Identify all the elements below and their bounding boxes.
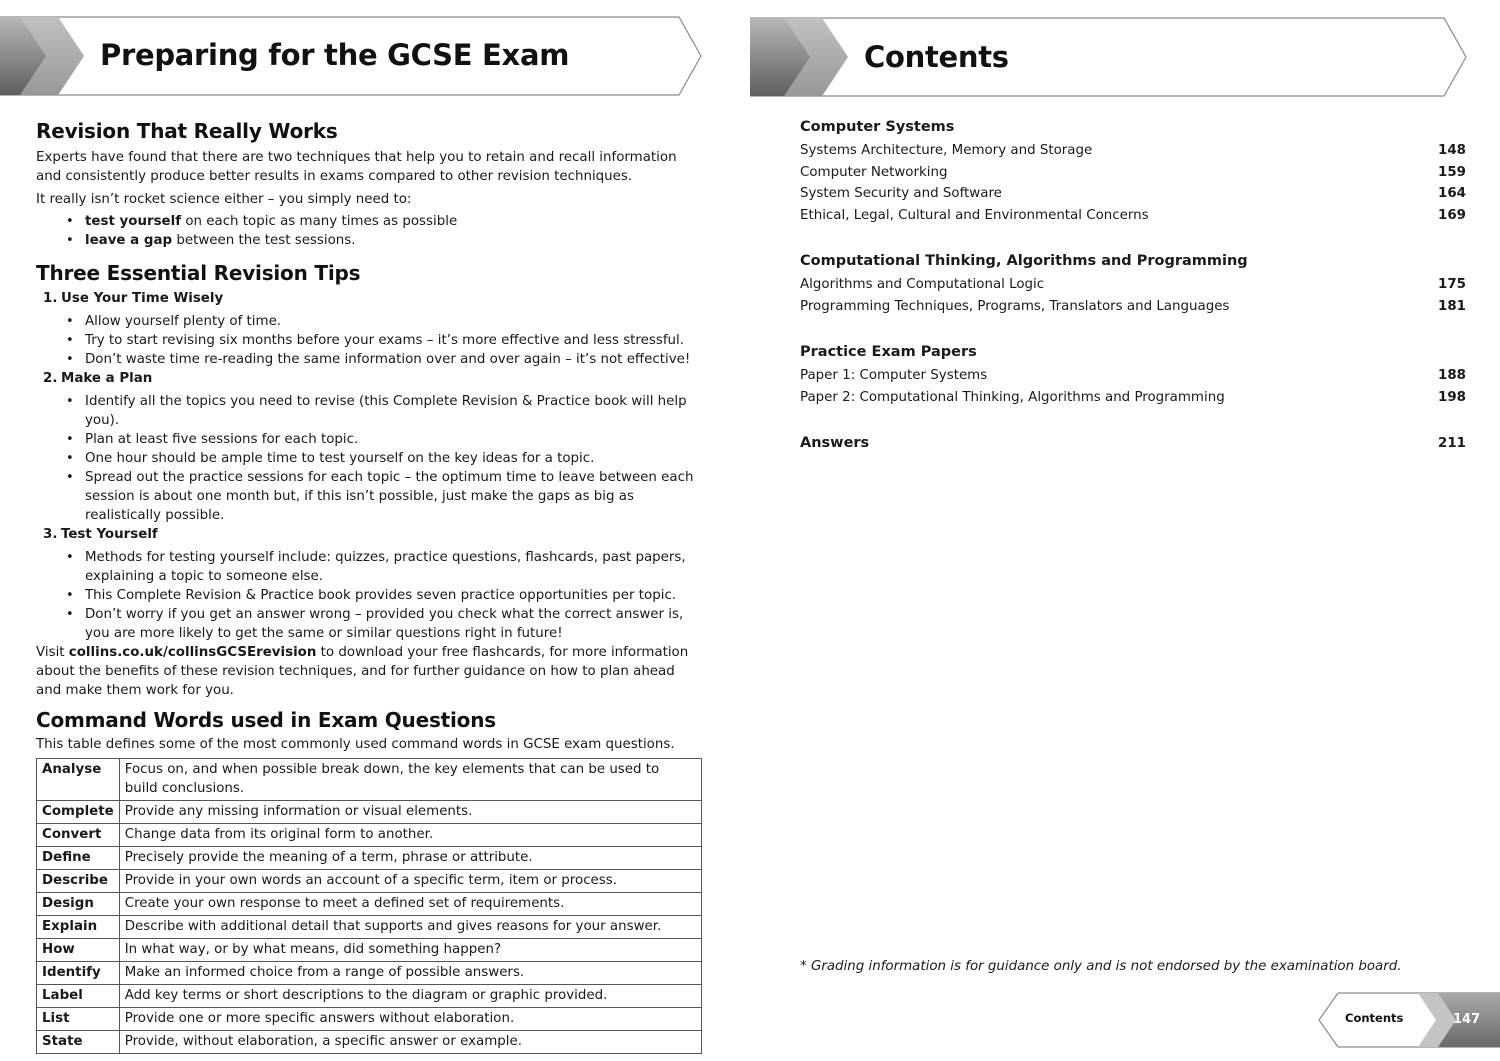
toc-entry-label: Ethical, Legal, Cultural and Environmental Concerns: [800, 207, 1149, 223]
tip-bullets: [36, 312, 702, 369]
list-item: • Don’t worry if you get an answer wrong – provided you check what the correct answer is, you are more likely to get the same or similar questions right in future!: [36, 605, 702, 643]
toc-entry-label: System Security and Software: [800, 186, 1002, 201]
list-item: • Plan at least five sessions for each topic.: [36, 430, 702, 449]
list-item: • Try to start revising six months before your exams – it’s more effective and less stressful.: [36, 331, 702, 350]
toc-entry[interactable]: [800, 387, 1466, 409]
list-item: • One hour should be ample time to test yourself on the key ideas for a topic.: [36, 449, 702, 468]
table-row: [37, 962, 702, 985]
toc-page-number: 164: [1438, 186, 1466, 201]
toc-entry-label: Programming Techniques, Programs, Translators and Languages: [800, 298, 1230, 314]
table-row: [37, 1008, 702, 1031]
command-words-section: [36, 707, 702, 1054]
revision-section: [36, 118, 702, 250]
toc-page-number: 159: [1438, 164, 1466, 180]
bold-term: leave a gap: [85, 233, 173, 248]
tip-heading: [36, 369, 702, 388]
toc-entry-label: Paper 2: Computational Thinking, Algorithms and Programming: [800, 389, 1225, 405]
website-link[interactable]: collins.co.uk/collinsGCSErevision: [68, 645, 317, 660]
list-item: • Methods for testing yourself include: quizzes, practice questions, flashcards, past papers, explaining a topic to someone else.: [36, 548, 702, 586]
toc-entry-label: Algorithms and Computational Logic: [800, 277, 1045, 292]
tip-bullets: [36, 548, 702, 643]
toc-page-number: 188: [1438, 368, 1466, 383]
command-definition: Provide one or more specific answers without elaboration.: [119, 1008, 701, 1031]
left-page-content: [36, 118, 702, 1054]
toc-entry-answers[interactable]: [800, 433, 1466, 455]
list-item: [36, 231, 702, 250]
command-definition: Add key terms or short descriptions to the diagram or graphic provided.: [119, 985, 701, 1008]
table-row: [37, 1031, 702, 1054]
revision-bullets: [36, 212, 702, 250]
toc-heading: Computer Systems: [800, 119, 955, 135]
tip-2: [36, 369, 702, 525]
bullet-text: between the test sessions.: [172, 233, 356, 248]
toc-page-number: 148: [1438, 143, 1466, 158]
list-item: [36, 212, 702, 231]
table-of-contents: [800, 117, 1466, 455]
tips-section: [36, 260, 702, 700]
visit-paragraph: [36, 643, 702, 700]
toc-entry-label: Computer Networking: [800, 164, 948, 180]
toc-entry[interactable]: [800, 296, 1466, 318]
command-word: Convert: [37, 824, 120, 847]
toc-entry-label: Systems Architecture, Memory and Storage: [800, 143, 1093, 158]
footer-section-label: Contents: [1345, 1011, 1404, 1025]
toc-heading: Practice Exam Papers: [800, 344, 977, 360]
tip-number: 3.: [43, 527, 58, 542]
command-word: Analyse: [37, 759, 120, 801]
command-definition: Provide, without elaboration, a specific answer or example.: [119, 1031, 701, 1054]
list-item: • This Complete Revision & Practice book provides seven practice opportunities per topic.: [36, 586, 702, 605]
right-banner-tab-graphic: [750, 17, 1468, 97]
table-row: [37, 985, 702, 1008]
table-row: [37, 801, 702, 824]
command-definition: Precisely provide the meaning of a term, phrase or attribute.: [119, 847, 701, 870]
tip-title: Test Yourself: [61, 527, 158, 542]
list-item: • Allow yourself plenty of time.: [36, 312, 702, 331]
command-definition: Provide any missing information or visual elements.: [119, 801, 701, 824]
page-title: Preparing for the GCSE Exam: [100, 38, 570, 72]
command-word: Design: [37, 893, 120, 916]
table-row: [37, 824, 702, 847]
right-page-banner: [750, 17, 1468, 97]
toc-entry[interactable]: [800, 205, 1466, 227]
page-number: 147: [1453, 1012, 1481, 1027]
command-definition: Create your own response to meet a defined set of requirements.: [119, 893, 701, 916]
command-words-intro: This table defines some of the most commonly used command words in GCSE exam questions.: [36, 737, 675, 752]
grading-footnote: * Grading information is for guidance only and is not endorsed by the examination board.: [800, 959, 1402, 974]
command-word: Label: [37, 985, 120, 1008]
contents-title: Contents: [864, 40, 1009, 74]
list-item: • Identify all the topics you need to revise (this Complete Revision & Practice book will help you).: [36, 392, 702, 430]
tip-3: [36, 525, 702, 643]
tip-bullets: [36, 392, 702, 525]
toc-entry[interactable]: [800, 183, 1466, 205]
command-definition: Change data from its original form to another.: [119, 824, 701, 847]
toc-entry[interactable]: [800, 365, 1466, 387]
list-item: • Don’t waste time re-reading the same information over and over again – it’s not effective!: [36, 350, 702, 369]
toc-page-number: 169: [1438, 207, 1466, 223]
tip-heading: [36, 525, 702, 544]
tip-title: Make a Plan: [61, 371, 153, 386]
bold-term: test yourself: [85, 214, 182, 229]
bullet-text: on each topic as many times as possible: [181, 214, 458, 229]
command-word: How: [37, 939, 120, 962]
command-word: Identify: [37, 962, 120, 985]
table-row: [37, 893, 702, 916]
list-item: • Spread out the practice sessions for each topic – the optimum time to leave between each session is about one month but, if this isn’t possible, just make the gaps as big as realistically possible.: [36, 468, 702, 525]
left-page-banner: [0, 16, 703, 96]
command-definition: Provide in your own words an account of a specific term, item or process.: [119, 870, 701, 893]
toc-page-number: 181: [1438, 298, 1466, 314]
command-word: Define: [37, 847, 120, 870]
toc-page-number: 198: [1438, 389, 1466, 405]
toc-entry-label: Paper 1: Computer Systems: [800, 368, 988, 383]
tip-1: [36, 289, 702, 369]
tip-number: 1.: [43, 291, 58, 306]
visit-prefix: Visit: [36, 645, 69, 660]
toc-entry-label: Answers: [800, 435, 870, 451]
command-words-table: [36, 758, 702, 1054]
section-heading: Revision That Really Works: [36, 119, 338, 143]
toc-entry[interactable]: [800, 162, 1466, 184]
tip-title: Use Your Time Wisely: [61, 291, 224, 306]
table-row: [37, 939, 702, 962]
toc-section-computational-thinking: [800, 251, 1466, 317]
toc-section-computer-systems: [800, 117, 1466, 226]
tip-number: 2.: [43, 371, 58, 386]
toc-section-practice-papers: [800, 342, 1466, 408]
visit-suffix: to download your free flashcards, for more information about the benefits of these revision techniques, and for further guidance on how to plan ahead and make them work for you.: [36, 645, 689, 698]
command-word: List: [37, 1008, 120, 1031]
toc-page-number: 211: [1438, 436, 1466, 451]
toc-entry[interactable]: [800, 140, 1466, 162]
section-heading: Command Words used in Exam Questions: [36, 708, 496, 732]
footer-page-tab: [1318, 992, 1500, 1048]
toc-entry[interactable]: [800, 274, 1466, 296]
command-definition: Focus on, and when possible break down, the key elements that can be used to build conclusions.: [119, 759, 701, 801]
table-row: [37, 847, 702, 870]
table-row: [37, 916, 702, 939]
section-heading: Three Essential Revision Tips: [36, 261, 361, 285]
command-definition: Make an informed choice from a range of possible answers.: [119, 962, 701, 985]
toc-page-number: 175: [1438, 277, 1466, 292]
command-word: Complete: [37, 801, 120, 824]
table-row: [37, 870, 702, 893]
revision-lead: It really isn’t rocket science either – you simply need to:: [36, 192, 412, 207]
table-row: [37, 759, 702, 801]
command-definition: Describe with additional detail that supports and gives reasons for your answer.: [119, 916, 701, 939]
toc-heading: Computational Thinking, Algorithms and Programming: [800, 253, 1248, 269]
command-word: State: [37, 1031, 120, 1054]
command-definition: In what way, or by what means, did something happen?: [119, 939, 701, 962]
command-word: Describe: [37, 870, 120, 893]
revision-intro: Experts have found that there are two techniques that help you to retain and recall information and consistently produce better results in exams compared to other revision techniques.: [36, 150, 677, 184]
command-word: Explain: [37, 916, 120, 939]
tip-heading: [36, 289, 702, 308]
